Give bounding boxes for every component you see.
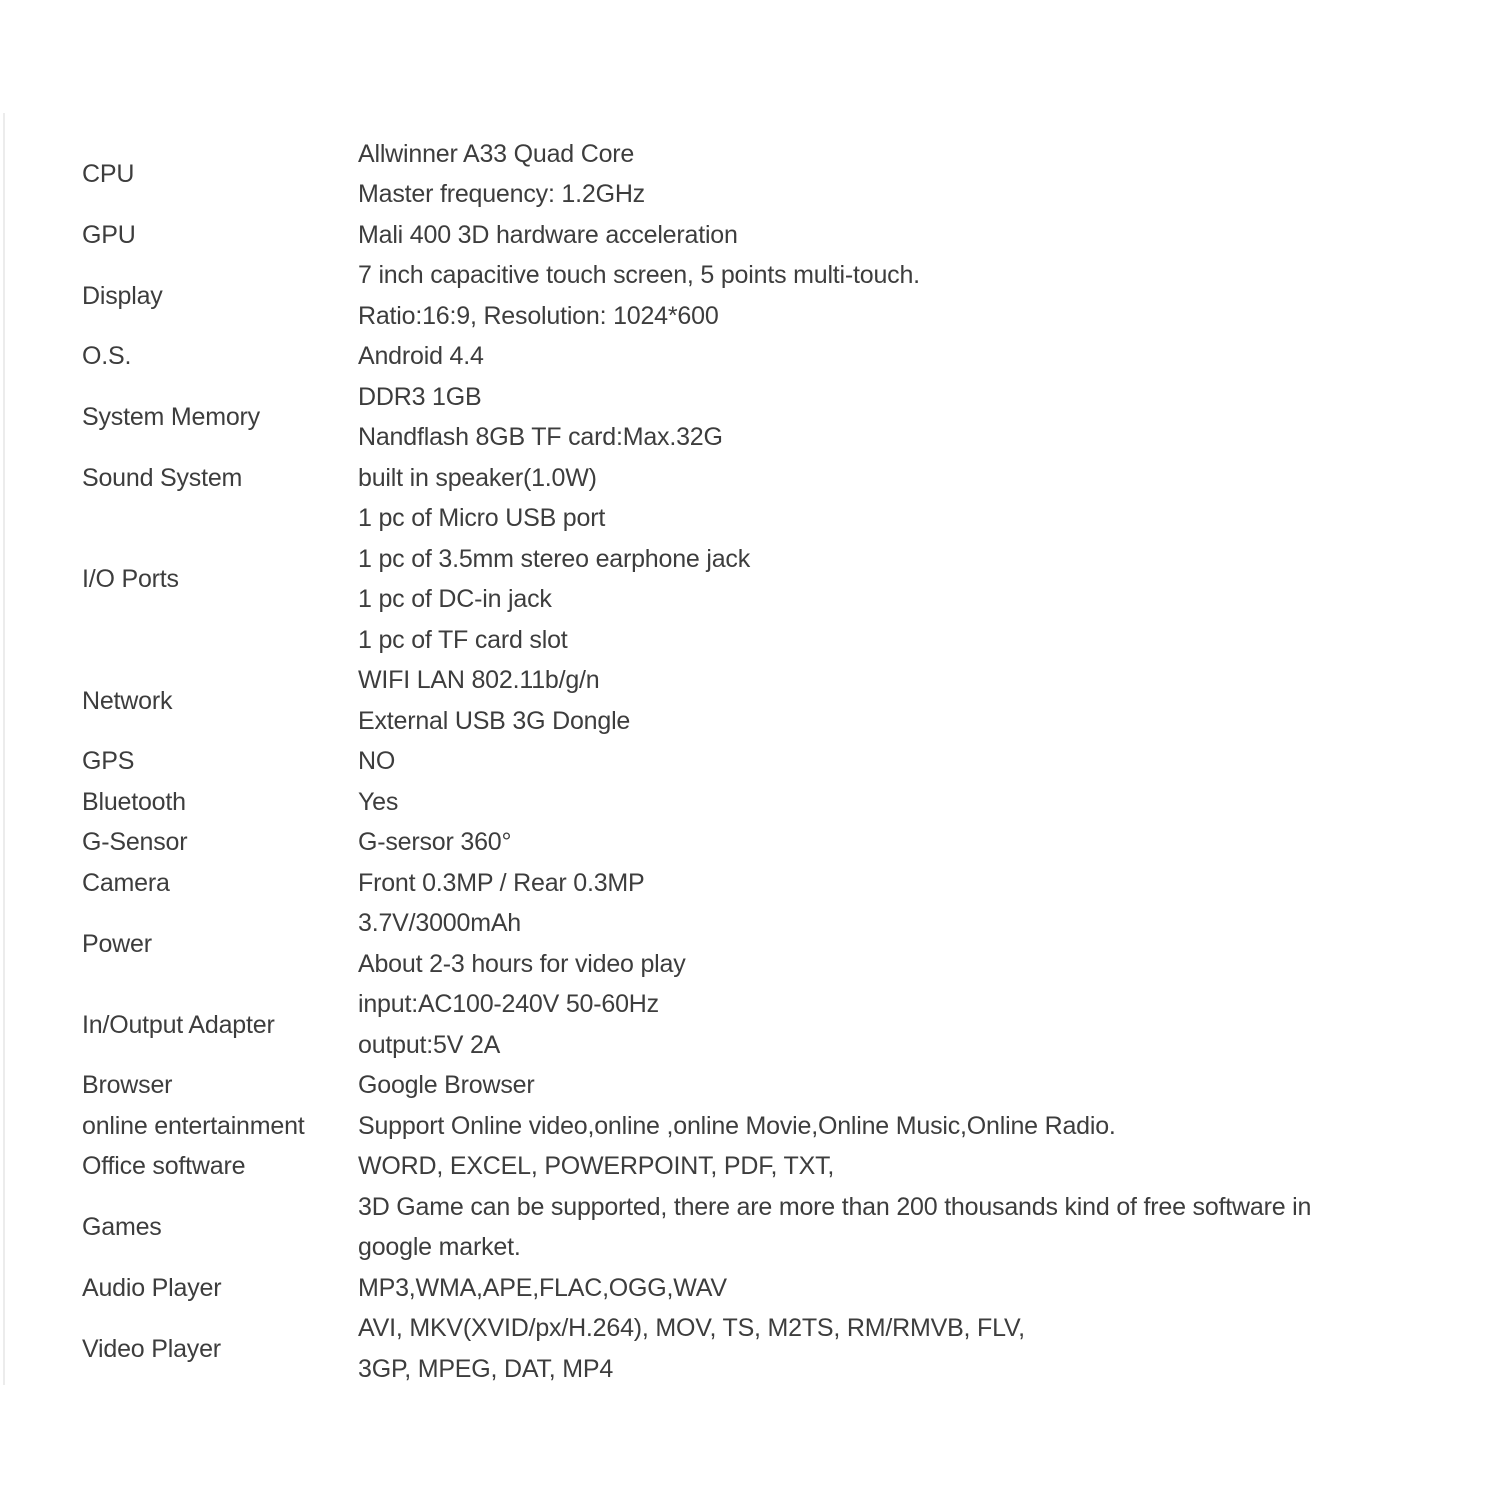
spec-table <box>0 134 1500 1390</box>
spec-label: Bluetooth <box>82 787 186 816</box>
spec-value-line: 3GP, MPEG, DAT, MP4 <box>358 1354 614 1383</box>
spec-value-line: Mali 400 3D hardware acceleration <box>358 220 738 249</box>
spec-row-online-entertainment <box>0 1106 1500 1147</box>
spec-label: Network <box>82 686 173 715</box>
spec-row-in-output-adapter <box>0 985 1500 1066</box>
spec-label: Video Player <box>82 1334 221 1363</box>
spec-label: Browser <box>82 1071 173 1100</box>
spec-value-line: DDR3 1GB <box>358 382 482 411</box>
spec-row-network <box>0 661 1500 742</box>
spec-row-camera <box>0 863 1500 904</box>
spec-value-line: 1 pc of DC-in jack <box>358 585 552 614</box>
spec-value-line: G-sersor 360° <box>358 828 512 857</box>
spec-value-line: output:5V 2A <box>358 1030 501 1059</box>
spec-value-line: 3.7V/3000mAh <box>358 909 521 938</box>
spec-row-os <box>0 337 1500 378</box>
spec-label: GPS <box>82 747 135 776</box>
spec-label: Audio Player <box>82 1273 222 1302</box>
spec-value-line: Front 0.3MP / Rear 0.3MP <box>358 868 645 897</box>
spec-value-line: Nandflash 8GB TF card:Max.32G <box>358 423 723 452</box>
spec-value-line: NO <box>358 747 396 776</box>
spec-label: O.S. <box>82 342 132 371</box>
spec-row-browser <box>0 1066 1500 1107</box>
spec-label: CPU <box>82 160 135 188</box>
spec-value-line: Ratio:16:9, Resolution: 1024*600 <box>358 301 719 330</box>
spec-value-line: Yes <box>358 787 399 816</box>
spec-label: Display <box>82 281 163 310</box>
spec-value-line: Support Online video,online ,online Movie,Online Music,Online Radio. <box>358 1111 1116 1140</box>
spec-value-line: MP3,WMA,APE,FLAC,OGG,WAV <box>358 1273 727 1302</box>
spec-value-line: External USB 3G Dongle <box>358 706 631 735</box>
spec-row-audio-player <box>0 1268 1500 1309</box>
spec-row-gps <box>0 742 1500 783</box>
spec-row-io-ports <box>0 499 1500 661</box>
spec-row-power <box>0 904 1500 985</box>
spec-value-line: google market. <box>358 1233 521 1262</box>
spec-label: I/O Ports <box>82 565 179 593</box>
spec-row-office-software <box>0 1147 1500 1188</box>
spec-label: Sound System <box>82 463 243 492</box>
spec-row-sound-system <box>0 458 1500 499</box>
spec-value-line: Master frequency: 1.2GHz <box>358 180 645 209</box>
spec-row-games <box>0 1187 1500 1268</box>
spec-label: Power <box>82 929 152 958</box>
spec-value-line: About 2-3 hours for video play <box>358 949 686 978</box>
spec-label: Office software <box>82 1152 246 1181</box>
spec-value-line: WIFI LAN 802.11b/g/n <box>358 666 600 695</box>
spec-value-line: input:AC100-240V 50-60Hz <box>358 990 659 1019</box>
spec-value-line: 1 pc of Micro USB port <box>358 504 606 533</box>
spec-value-line: Google Browser <box>358 1071 535 1100</box>
spec-row-cpu <box>0 134 1500 215</box>
spec-row-bluetooth <box>0 782 1500 823</box>
spec-value-line: Allwinner A33 Quad Core <box>358 139 635 168</box>
spec-value-line: WORD, EXCEL, POWERPOINT, PDF, TXT, <box>358 1152 835 1181</box>
spec-row-video-player <box>0 1309 1500 1390</box>
spec-label: online entertainment <box>82 1111 305 1140</box>
spec-value-line: 7 inch capacitive touch screen, 5 points multi-touch. <box>358 261 920 290</box>
spec-row-display <box>0 256 1500 337</box>
spec-label: GPU <box>82 220 136 249</box>
spec-value-line: built in speaker(1.0W) <box>358 463 597 492</box>
spec-row-g-sensor <box>0 823 1500 864</box>
spec-row-gpu <box>0 215 1500 256</box>
spec-value-line: 3D Game can be supported, there are more than 200 thousands kind of free software in <box>358 1192 1312 1221</box>
spec-label: Games <box>82 1213 162 1241</box>
spec-value-line: AVI, MKV(XVID/px/H.264), MOV, TS, M2TS, RM/RMVB, FLV, <box>358 1314 1025 1343</box>
spec-label: G-Sensor <box>82 828 188 857</box>
spec-value-line: 1 pc of TF card slot <box>358 625 568 654</box>
spec-label: In/Output Adapter <box>82 1010 275 1039</box>
spec-label: System Memory <box>82 403 260 431</box>
spec-value-line: Android 4.4 <box>358 342 484 371</box>
spec-row-system-memory <box>0 377 1500 458</box>
spec-label: Camera <box>82 868 170 897</box>
spec-value-line: 1 pc of 3.5mm stereo earphone jack <box>358 544 751 573</box>
